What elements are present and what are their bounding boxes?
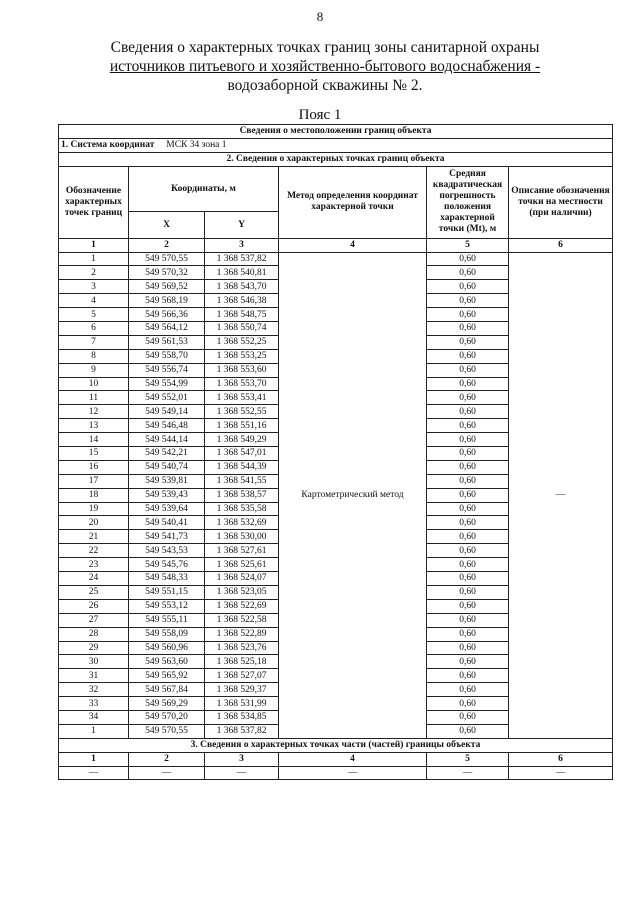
x-coordinate-cell: 549 570,20 bbox=[129, 710, 205, 724]
section3-column-number: 6 bbox=[509, 752, 613, 766]
point-number-cell: 15 bbox=[59, 447, 129, 461]
boundary-points-table bbox=[58, 124, 613, 780]
error-cell: 0,60 bbox=[427, 447, 509, 461]
x-coordinate-cell: 549 570,32 bbox=[129, 266, 205, 280]
error-cell: 0,60 bbox=[427, 419, 509, 433]
point-number-cell: 31 bbox=[59, 669, 129, 683]
x-coordinate-cell: 549 539,81 bbox=[129, 474, 205, 488]
error-cell: 0,60 bbox=[427, 252, 509, 266]
point-number-cell: 18 bbox=[59, 488, 129, 502]
coord-system-label: 1. Система координат bbox=[61, 140, 155, 151]
column-header-row bbox=[59, 166, 613, 211]
error-cell: 0,60 bbox=[427, 363, 509, 377]
x-coordinate-cell: 549 546,48 bbox=[129, 419, 205, 433]
y-coordinate-cell: 1 368 523,76 bbox=[205, 641, 279, 655]
y-coordinate-cell: 1 368 553,41 bbox=[205, 391, 279, 405]
header-method: Метод определения координат характерной точки bbox=[279, 166, 427, 238]
point-number-cell: 14 bbox=[59, 433, 129, 447]
y-coordinate-cell: 1 368 552,25 bbox=[205, 335, 279, 349]
point-number-cell: 30 bbox=[59, 655, 129, 669]
section3-column-number: 4 bbox=[279, 752, 427, 766]
error-cell: 0,60 bbox=[427, 669, 509, 683]
y-coordinate-cell: 1 368 537,82 bbox=[205, 252, 279, 266]
x-coordinate-cell: 549 540,74 bbox=[129, 460, 205, 474]
error-cell: 0,60 bbox=[427, 516, 509, 530]
point-number-cell: 13 bbox=[59, 419, 129, 433]
section3-data-row bbox=[59, 766, 613, 780]
error-cell: 0,60 bbox=[427, 266, 509, 280]
section2-header-row bbox=[59, 152, 613, 166]
x-coordinate-cell: 549 556,74 bbox=[129, 363, 205, 377]
x-coordinate-cell: 549 551,15 bbox=[129, 585, 205, 599]
error-cell: 0,60 bbox=[427, 683, 509, 697]
y-coordinate-cell: 1 368 538,57 bbox=[205, 488, 279, 502]
point-number-cell: 29 bbox=[59, 641, 129, 655]
table-row bbox=[59, 252, 613, 266]
column-number: 3 bbox=[205, 238, 279, 252]
x-coordinate-cell: 549 541,73 bbox=[129, 530, 205, 544]
x-coordinate-cell: 549 569,29 bbox=[129, 697, 205, 711]
y-coordinate-cell: 1 368 553,25 bbox=[205, 349, 279, 363]
error-cell: 0,60 bbox=[427, 405, 509, 419]
y-coordinate-cell: 1 368 523,05 bbox=[205, 585, 279, 599]
error-cell: 0,60 bbox=[427, 460, 509, 474]
y-coordinate-cell: 1 368 553,70 bbox=[205, 377, 279, 391]
error-cell: 0,60 bbox=[427, 377, 509, 391]
y-coordinate-cell: 1 368 531,99 bbox=[205, 697, 279, 711]
error-cell: 0,60 bbox=[427, 530, 509, 544]
point-number-cell: 25 bbox=[59, 585, 129, 599]
y-coordinate-cell: 1 368 543,70 bbox=[205, 280, 279, 294]
error-cell: 0,60 bbox=[427, 572, 509, 586]
point-number-cell: 3 bbox=[59, 280, 129, 294]
error-cell: 0,60 bbox=[427, 335, 509, 349]
column-number: 1 bbox=[59, 238, 129, 252]
y-coordinate-cell: 1 368 527,61 bbox=[205, 544, 279, 558]
x-coordinate-cell: 549 549,14 bbox=[129, 405, 205, 419]
point-number-cell: 34 bbox=[59, 710, 129, 724]
y-coordinate-cell: 1 368 540,81 bbox=[205, 266, 279, 280]
error-cell: 0,60 bbox=[427, 294, 509, 308]
section3-cell: — bbox=[129, 766, 205, 780]
x-coordinate-cell: 549 558,70 bbox=[129, 349, 205, 363]
y-coordinate-cell: 1 368 537,82 bbox=[205, 724, 279, 738]
error-cell: 0,60 bbox=[427, 544, 509, 558]
point-number-cell: 4 bbox=[59, 294, 129, 308]
section2-header: 2. Сведения о характерных точках границ объекта bbox=[59, 152, 613, 166]
y-coordinate-cell: 1 368 522,58 bbox=[205, 613, 279, 627]
point-number-cell: 28 bbox=[59, 627, 129, 641]
point-number-cell: 7 bbox=[59, 335, 129, 349]
point-number-cell: 8 bbox=[59, 349, 129, 363]
y-coordinate-cell: 1 368 553,60 bbox=[205, 363, 279, 377]
point-number-cell: 20 bbox=[59, 516, 129, 530]
page-number: 8 bbox=[316, 9, 324, 24]
column-number: 2 bbox=[129, 238, 205, 252]
column-number: 4 bbox=[279, 238, 427, 252]
header-y: Y bbox=[205, 211, 279, 238]
column-number-row bbox=[59, 238, 613, 252]
error-cell: 0,60 bbox=[427, 280, 509, 294]
error-cell: 0,60 bbox=[427, 655, 509, 669]
column-number: 5 bbox=[427, 238, 509, 252]
x-coordinate-cell: 549 545,76 bbox=[129, 558, 205, 572]
x-coordinate-cell: 549 539,43 bbox=[129, 488, 205, 502]
error-cell: 0,60 bbox=[427, 433, 509, 447]
x-coordinate-cell: 549 540,41 bbox=[129, 516, 205, 530]
x-coordinate-cell: 549 570,55 bbox=[129, 252, 205, 266]
point-number-cell: 22 bbox=[59, 544, 129, 558]
y-coordinate-cell: 1 368 547,01 bbox=[205, 447, 279, 461]
coord-system-value: МСК 34 зона 1 bbox=[166, 140, 227, 151]
x-coordinate-cell: 549 542,21 bbox=[129, 447, 205, 461]
section3-cell: — bbox=[279, 766, 427, 780]
y-coordinate-cell: 1 368 544,39 bbox=[205, 460, 279, 474]
point-number-cell: 2 bbox=[59, 266, 129, 280]
y-coordinate-cell: 1 368 529,37 bbox=[205, 683, 279, 697]
y-coordinate-cell: 1 368 522,89 bbox=[205, 627, 279, 641]
y-coordinate-cell: 1 368 546,38 bbox=[205, 294, 279, 308]
x-coordinate-cell: 549 569,52 bbox=[129, 280, 205, 294]
section1-header: Сведения о местоположении границ объекта bbox=[59, 125, 613, 139]
section3-header-row bbox=[59, 738, 613, 752]
error-cell: 0,60 bbox=[427, 391, 509, 405]
x-coordinate-cell: 549 552,01 bbox=[129, 391, 205, 405]
point-number-cell: 27 bbox=[59, 613, 129, 627]
point-number-cell: 11 bbox=[59, 391, 129, 405]
header-error: Средняя квадратическая погрешность положения характерной точки (Mt), м bbox=[427, 166, 509, 238]
point-number-cell: 32 bbox=[59, 683, 129, 697]
document-title bbox=[60, 38, 590, 95]
title-line-2: источников питьевого и хозяйственно-бытового водоснабжения - bbox=[109, 58, 541, 75]
point-number-cell: 5 bbox=[59, 308, 129, 322]
y-coordinate-cell: 1 368 541,55 bbox=[205, 474, 279, 488]
y-coordinate-cell: 1 368 552,55 bbox=[205, 405, 279, 419]
y-coordinate-cell: 1 368 532,69 bbox=[205, 516, 279, 530]
section3-header: 3. Сведения о характерных точках части (частей) границы объекта bbox=[59, 738, 613, 752]
description-cell: — bbox=[509, 252, 613, 738]
error-cell: 0,60 bbox=[427, 502, 509, 516]
header-point: Обозначение характерных точек границ bbox=[59, 166, 129, 238]
column-number: 6 bbox=[509, 238, 613, 252]
error-cell: 0,60 bbox=[427, 558, 509, 572]
y-coordinate-cell: 1 368 548,75 bbox=[205, 308, 279, 322]
x-coordinate-cell: 549 568,19 bbox=[129, 294, 205, 308]
x-coordinate-cell: 549 567,84 bbox=[129, 683, 205, 697]
point-number-cell: 10 bbox=[59, 377, 129, 391]
error-cell: 0,60 bbox=[427, 474, 509, 488]
y-coordinate-cell: 1 368 551,16 bbox=[205, 419, 279, 433]
y-coordinate-cell: 1 368 530,00 bbox=[205, 530, 279, 544]
point-number-cell: 19 bbox=[59, 502, 129, 516]
section3-cell: — bbox=[509, 766, 613, 780]
method-cell: Картометрический метод bbox=[279, 252, 427, 738]
x-coordinate-cell: 549 548,33 bbox=[129, 572, 205, 586]
y-coordinate-cell: 1 368 524,07 bbox=[205, 572, 279, 586]
x-coordinate-cell: 549 566,36 bbox=[129, 308, 205, 322]
point-number-cell: 12 bbox=[59, 405, 129, 419]
x-coordinate-cell: 549 543,53 bbox=[129, 544, 205, 558]
point-number-cell: 6 bbox=[59, 322, 129, 336]
x-coordinate-cell: 549 570,55 bbox=[129, 724, 205, 738]
error-cell: 0,60 bbox=[427, 697, 509, 711]
error-cell: 0,60 bbox=[427, 613, 509, 627]
y-coordinate-cell: 1 368 527,07 bbox=[205, 669, 279, 683]
section3-column-number: 2 bbox=[129, 752, 205, 766]
y-coordinate-cell: 1 368 535,58 bbox=[205, 502, 279, 516]
section3-column-number: 5 bbox=[427, 752, 509, 766]
point-number-cell: 26 bbox=[59, 599, 129, 613]
header-description: Описание обозначения точки на местности (при наличии) bbox=[509, 166, 613, 238]
point-number-cell: 17 bbox=[59, 474, 129, 488]
x-coordinate-cell: 549 553,12 bbox=[129, 599, 205, 613]
point-number-cell: 24 bbox=[59, 572, 129, 586]
point-number-cell: 16 bbox=[59, 460, 129, 474]
x-coordinate-cell: 549 554,99 bbox=[129, 377, 205, 391]
error-cell: 0,60 bbox=[427, 322, 509, 336]
section3-column-number: 1 bbox=[59, 752, 129, 766]
header-coords: Координаты, м bbox=[129, 166, 279, 211]
section3-cell: — bbox=[59, 766, 129, 780]
x-coordinate-cell: 549 555,11 bbox=[129, 613, 205, 627]
belt-label: Пояс 1 bbox=[298, 107, 342, 123]
section1-header-row bbox=[59, 125, 613, 139]
y-coordinate-cell: 1 368 525,61 bbox=[205, 558, 279, 572]
point-number-cell: 1 bbox=[59, 252, 129, 266]
point-number-cell: 33 bbox=[59, 697, 129, 711]
point-number-cell: 1 bbox=[59, 724, 129, 738]
y-coordinate-cell: 1 368 534,85 bbox=[205, 710, 279, 724]
x-coordinate-cell: 549 560,96 bbox=[129, 641, 205, 655]
x-coordinate-cell: 549 565,92 bbox=[129, 669, 205, 683]
error-cell: 0,60 bbox=[427, 641, 509, 655]
error-cell: 0,60 bbox=[427, 585, 509, 599]
x-coordinate-cell: 549 544,14 bbox=[129, 433, 205, 447]
y-coordinate-cell: 1 368 522,69 bbox=[205, 599, 279, 613]
error-cell: 0,60 bbox=[427, 308, 509, 322]
error-cell: 0,60 bbox=[427, 349, 509, 363]
point-number-cell: 23 bbox=[59, 558, 129, 572]
x-coordinate-cell: 549 563,60 bbox=[129, 655, 205, 669]
section3-column-number: 3 bbox=[205, 752, 279, 766]
coord-system-row bbox=[59, 138, 613, 152]
point-number-cell: 9 bbox=[59, 363, 129, 377]
title-line-3: водозаборной скважины № 2. bbox=[227, 77, 423, 94]
x-coordinate-cell: 549 539,64 bbox=[129, 502, 205, 516]
section3-cell: — bbox=[427, 766, 509, 780]
error-cell: 0,60 bbox=[427, 627, 509, 641]
section3-column-number-row bbox=[59, 752, 613, 766]
header-x: X bbox=[129, 211, 205, 238]
coord-system-cell bbox=[59, 138, 613, 152]
y-coordinate-cell: 1 368 549,29 bbox=[205, 433, 279, 447]
error-cell: 0,60 bbox=[427, 710, 509, 724]
point-number-cell: 21 bbox=[59, 530, 129, 544]
error-cell: 0,60 bbox=[427, 724, 509, 738]
section3-cell: — bbox=[205, 766, 279, 780]
x-coordinate-cell: 549 564,12 bbox=[129, 322, 205, 336]
error-cell: 0,60 bbox=[427, 599, 509, 613]
x-coordinate-cell: 549 558,09 bbox=[129, 627, 205, 641]
y-coordinate-cell: 1 368 525,18 bbox=[205, 655, 279, 669]
title-line-1: Сведения о характерных точках границ зоны санитарной охраны bbox=[110, 39, 540, 56]
x-coordinate-cell: 549 561,53 bbox=[129, 335, 205, 349]
y-coordinate-cell: 1 368 550,74 bbox=[205, 322, 279, 336]
error-cell: 0,60 bbox=[427, 488, 509, 502]
